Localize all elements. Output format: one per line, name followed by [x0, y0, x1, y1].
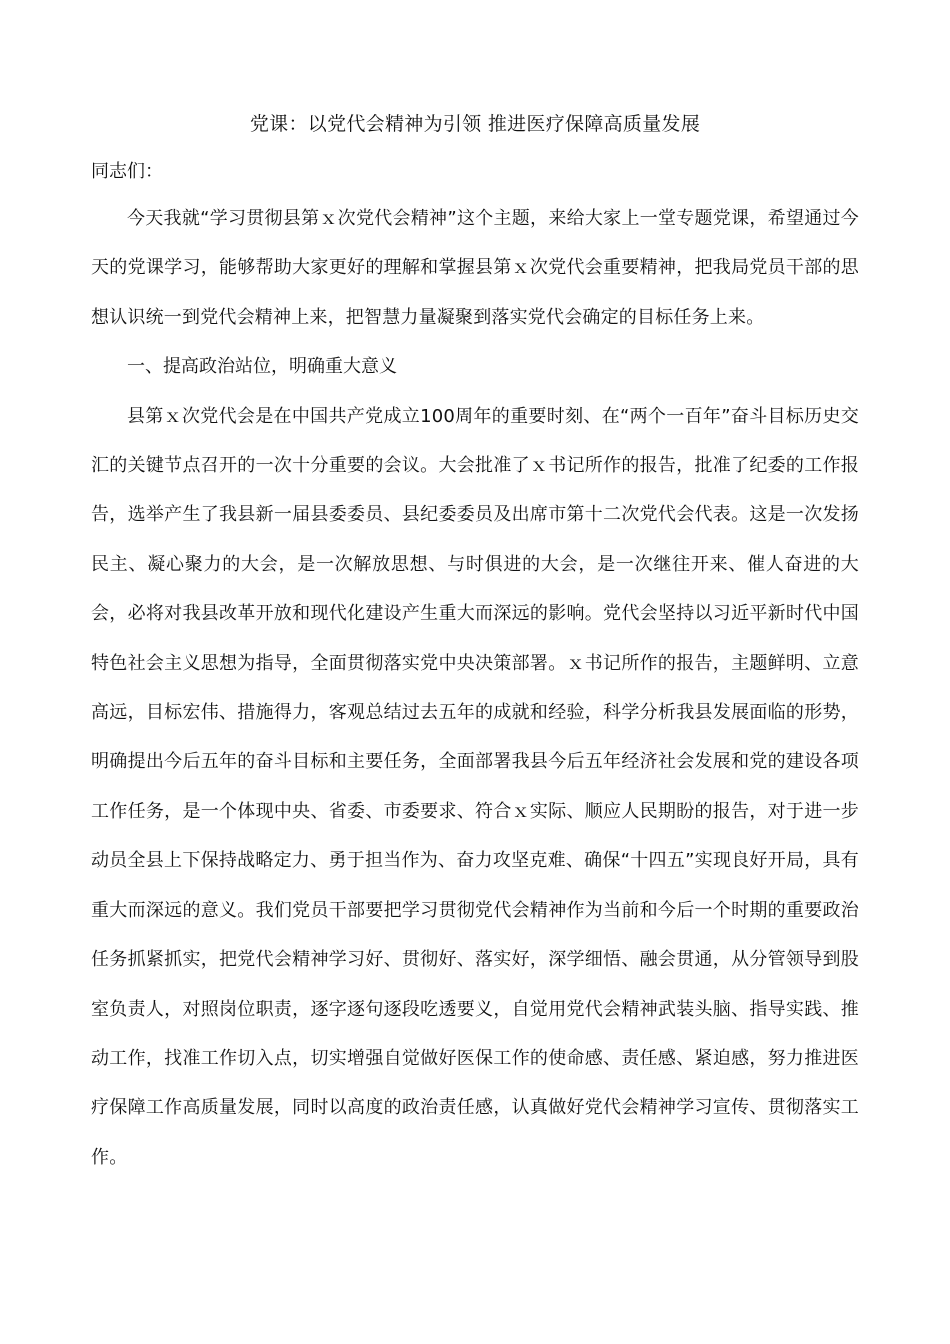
section-1-paragraph: 县第ｘ次党代会是在中国共产党成立100周年的重要时刻、在“两个一百年”奋斗目标历史交汇的关键节点召开的一次十分重要的会议。大会批准了ｘ书记所作的报告，批准了纪委的工作报告，选举产生了我县新一届县委委员、县纪委委员及出席市第十二次党代会代表。这是一次发扬民主、凝心聚力的大会，是一次解放思想、与时俱进的大会，是一次继往开来、催人奋进的大会，必将对我县改革开放和现代化建设产生重大而深远的影响。党代会坚持以习近平新时代中国特色社会主义思想为指导，全面贯彻落实党中央决策部署。ｘ书记所作的报告，主题鲜明、立意高远，目标宏伟、措施得力，客观总结过去五年的成就和经验，科学分析我县发展面临的形势，明确提出今后五年的奋斗目标和主要任务，全面部署我县今后五年经济社会发展和党的建设各项工作任务，是一个体现中央、省委、市委要求、符合ｘ实际、顺应人民期盼的报告，对于进一步动员全县上下保持战略定力、勇于担当作为、奋力攻坚克难、确保“十四五”实现良好开局，具有重大而深远的意义。我们党员干部要把学习贯彻党代会精神作为当前和今后一个时期的重要政治任务抓紧抓实，把党代会精神学习好、贯彻好、落实好，深学细悟、融会贯通，从分管领导到股室负责人，对照岗位职责，逐字逐句逐段吃透要义，自觉用党代会精神武装头脑、指导实践、推动工作，找准工作切入点，切实增强自觉做好医保工作的使命感、责任感、紧迫感，努力推进医疗保障工作高质量发展，同时以高度的政治责任感，认真做好党代会精神学习宣传、贯彻落实工作。	[91, 405, 859, 1168]
section-1-heading: 一、提高政治站位，明确重大意义	[127, 356, 397, 378]
intro-paragraph: 今天我就“学习贯彻县第ｘ次党代会精神”这个主题，来给大家上一堂专题党课，希望通过今天的党课学习，能够帮助大家更好的理解和掌握县第ｘ次党代会重要精神，把我局党员干部的思想认识统一到党代会精神上来，把智慧力量凝聚到落实党代会确定的目标任务上来。	[91, 208, 859, 328]
salutation: 同志们：	[91, 161, 163, 182]
document-title: 党课：以党代会精神为引领 推进医疗保障高质量发展	[249, 113, 701, 135]
